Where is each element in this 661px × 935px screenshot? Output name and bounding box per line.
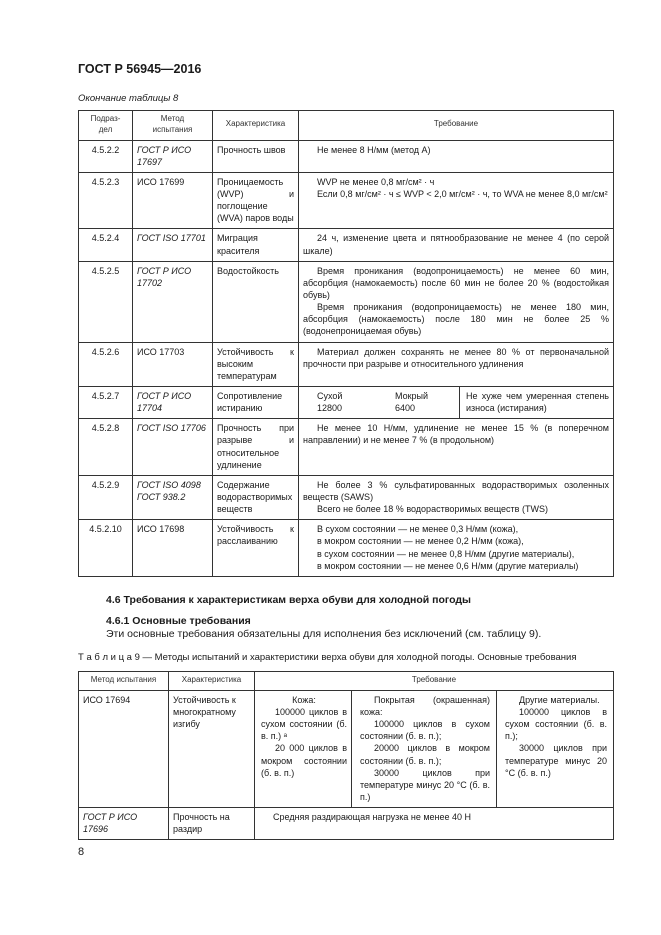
requirement-line: Материал должен сохранять не менее 80 % от первоначальной прочности при разрыве и относительного удлинения [303, 346, 609, 369]
abrasion-dry [299, 387, 391, 418]
table-row [79, 475, 614, 519]
table9-header-row [79, 672, 614, 691]
characteristic-cell: Миграция красителя [213, 229, 299, 261]
requirement-line: в мокром состоянии — не менее 0,2 Н/мм (кожа), [317, 536, 524, 547]
requirement-cell [299, 140, 614, 172]
table-row [79, 261, 614, 342]
flex-coated [352, 691, 497, 807]
flex-leather-title: Кожа: [292, 694, 316, 705]
header-method: Метод испытания [133, 111, 213, 141]
dry-label: Сухой [317, 390, 343, 401]
method-cell: ИСО 17698 [133, 520, 213, 577]
requirement-line: Не менее 8 Н/мм (метод А) [317, 144, 431, 155]
header-method: Метод испытания [79, 672, 169, 691]
method-cell: ГОСТ Р ИСО 17704 [133, 386, 213, 418]
wet-label: Мокрый [395, 390, 429, 401]
table-row [79, 386, 614, 418]
section-cell: 4.5.2.2 [79, 140, 133, 172]
table-row [79, 419, 614, 476]
requirement-line: Время проникания (водопроницаемость) не менее 180 мин, абсорбция (намокаемость) после 180 мин не более 25 % (водонепроницаемая обувь) [303, 302, 609, 337]
characteristic-cell: Прочность швов [213, 140, 299, 172]
requirement-cell [299, 342, 614, 386]
abrasion-note: Не хуже чем умеренная степень износа (истирания) [460, 387, 614, 418]
method-cell: ИСО 17694 [79, 690, 169, 807]
header-requirement: Требование [255, 672, 614, 691]
requirement-cell [299, 520, 614, 577]
flex-other-line: 100000 циклов в сухом состоянии (б. в. п.); [505, 706, 607, 742]
flex-other-title: Другие материалы. [519, 694, 600, 705]
requirement-line: В сухом состоянии — не менее 0,3 Н/мм (кожа), [317, 524, 519, 535]
section-cell: 4.5.2.8 [79, 419, 133, 476]
page-number: 8 [78, 846, 85, 858]
section-cell: 4.5.2.3 [79, 172, 133, 229]
requirement-line: Если 0,8 мг/см² · ч ≤ WVP < 2,0 мг/см² · ч, то WVA не менее 8,0 мг/см² [317, 189, 608, 200]
dry-value: 12800 [317, 403, 343, 414]
requirement-cell [299, 419, 614, 476]
header-requirement: Требование [299, 111, 614, 141]
method-cell: ГОСТ Р ИСО 17702 [133, 261, 213, 342]
header-section: Подраз- дел [79, 111, 133, 141]
abrasion-wet [391, 387, 460, 418]
table-row [79, 342, 614, 386]
flex-leather-line: 100000 циклов в сухом состоянии (б. в. п.) ᵃ [261, 706, 347, 742]
characteristic-cell: Устойчивость к многократному изгибу [169, 690, 255, 807]
method-cell: ГОСТ ISO 4098 ГОСТ 938.2 [133, 475, 213, 519]
requirement-line: Не менее 10 Н/мм, удлинение не менее 15 % (в поперечном направлении) и не менее 7 % (в продольном) [303, 423, 609, 446]
requirement-line: Время проникания (водопроницаемость) не менее 60 мин, абсорбция (намокаемость) после 60 мин не более 20 % (водостойкая обувь) [303, 265, 609, 300]
method-cell: ИСО 17703 [133, 342, 213, 386]
section-cell: 4.5.2.10 [79, 520, 133, 577]
characteristic-cell: Сопротивление истиранию [213, 386, 299, 418]
flex-leather-line: 20 000 циклов в мокром состоянии (б. в. п.) [261, 743, 347, 778]
method-cell: ИСО 17699 [133, 172, 213, 229]
section-cell: 4.5.2.5 [79, 261, 133, 342]
table-8 [78, 110, 614, 577]
method-cell: ГОСТ ISO 17706 [133, 419, 213, 476]
method-cell: ГОСТ Р ИСО 17696 [79, 808, 169, 840]
section-cell: 4.5.2.6 [79, 342, 133, 386]
section-4-6-title: 4.6 Требования к характеристикам верха обуви для холодной погоды [106, 594, 472, 606]
document-header: ГОСТ Р 56945—2016 [78, 62, 202, 76]
table8-header-row [79, 111, 614, 141]
table-row [79, 690, 614, 807]
requirement-line: Всего не более 18 % водорастворимых веществ (TWS) [317, 504, 548, 515]
flex-leather [255, 691, 352, 807]
method-cell: ГОСТ Р ИСО 17697 [133, 140, 213, 172]
requirement-cell [299, 261, 614, 342]
requirement-cell [255, 808, 614, 840]
table8-caption: Окончание таблицы 8 [78, 93, 179, 104]
characteristic-cell: Содержание водорастворимых веществ [213, 475, 299, 519]
section-cell: 4.5.2.4 [79, 229, 133, 261]
table9-caption-label: Т а б л и ц а 9 [78, 652, 140, 663]
requirement-cell [255, 690, 614, 807]
characteristic-cell: Устойчивость к высоким температурам [213, 342, 299, 386]
section-cell: 4.5.2.9 [79, 475, 133, 519]
requirement-cell [299, 229, 614, 261]
header-characteristic: Характеристика [213, 111, 299, 141]
wet-value: 6400 [395, 403, 416, 414]
flex-subtable [255, 691, 613, 807]
section-cell: 4.5.2.7 [79, 386, 133, 418]
requirement-line: 24 ч, изменение цвета и пятнообразование не менее 4 (по серой шкале) [303, 233, 609, 256]
table-row [79, 229, 614, 261]
requirement-line: Средняя раздирающая нагрузка не менее 40 Н [273, 812, 472, 823]
requirement-line: в мокром состоянии — не менее 0,6 Н/мм (другие материалы) [317, 560, 579, 571]
requirement-cell [299, 475, 614, 519]
table-9 [78, 671, 614, 840]
requirement-line: в сухом состоянии — не менее 0,8 Н/мм (другие материалы), [317, 548, 575, 559]
characteristic-cell: Проницаемость (WVP) и поглощение (WVA) паров воды [213, 172, 299, 229]
flex-coated-line: 20000 циклов в мокром состоянии (б. в. п.); [360, 743, 490, 766]
requirement-line: Не более 3 % сульфатированных водорастворимых озоленных веществ (SAWS) [303, 479, 609, 502]
section-4-6-1-title: 4.6.1 Основные требования [106, 615, 251, 627]
requirement-cell [299, 386, 614, 418]
requirement-line: WVP не менее 0,8 мг/см² · ч [317, 176, 435, 187]
header-characteristic: Характеристика [169, 672, 255, 691]
table-row [79, 172, 614, 229]
characteristic-cell: Прочность на раздир [169, 808, 255, 840]
flex-coated-line: 100000 циклов в сухом состоянии (б. в. п.); [360, 719, 490, 742]
characteristic-cell: Водостойкость [213, 261, 299, 342]
flex-other-line: 30000 циклов при температуре минус 20 °С (б. в. п.) [505, 743, 607, 778]
abrasion-subtable [299, 387, 613, 418]
requirement-cell [299, 172, 614, 229]
characteristic-cell: Устойчивость к расслаиванию [213, 520, 299, 577]
table-row [79, 808, 614, 840]
table-row [79, 520, 614, 577]
method-cell: ГОСТ ISO 17701 [133, 229, 213, 261]
flex-other [497, 691, 614, 807]
table9-caption [78, 652, 577, 663]
table-row [79, 140, 614, 172]
flex-coated-title: Покрытая (окрашенная) кожа: [360, 694, 490, 717]
table9-caption-text: — Методы испытаний и характеристики верха обуви для холодной погоды. Основные требования [139, 652, 577, 663]
characteristic-cell: Прочность при разрыве и относительное удлинение [213, 419, 299, 476]
section-4-6-1-text: Эти основные требования обязательны для исполнения без исключений (см. таблицу 9). [106, 628, 542, 640]
flex-coated-line: 30000 циклов при температуре минус 20 °С (б. в. п.) [360, 767, 490, 802]
